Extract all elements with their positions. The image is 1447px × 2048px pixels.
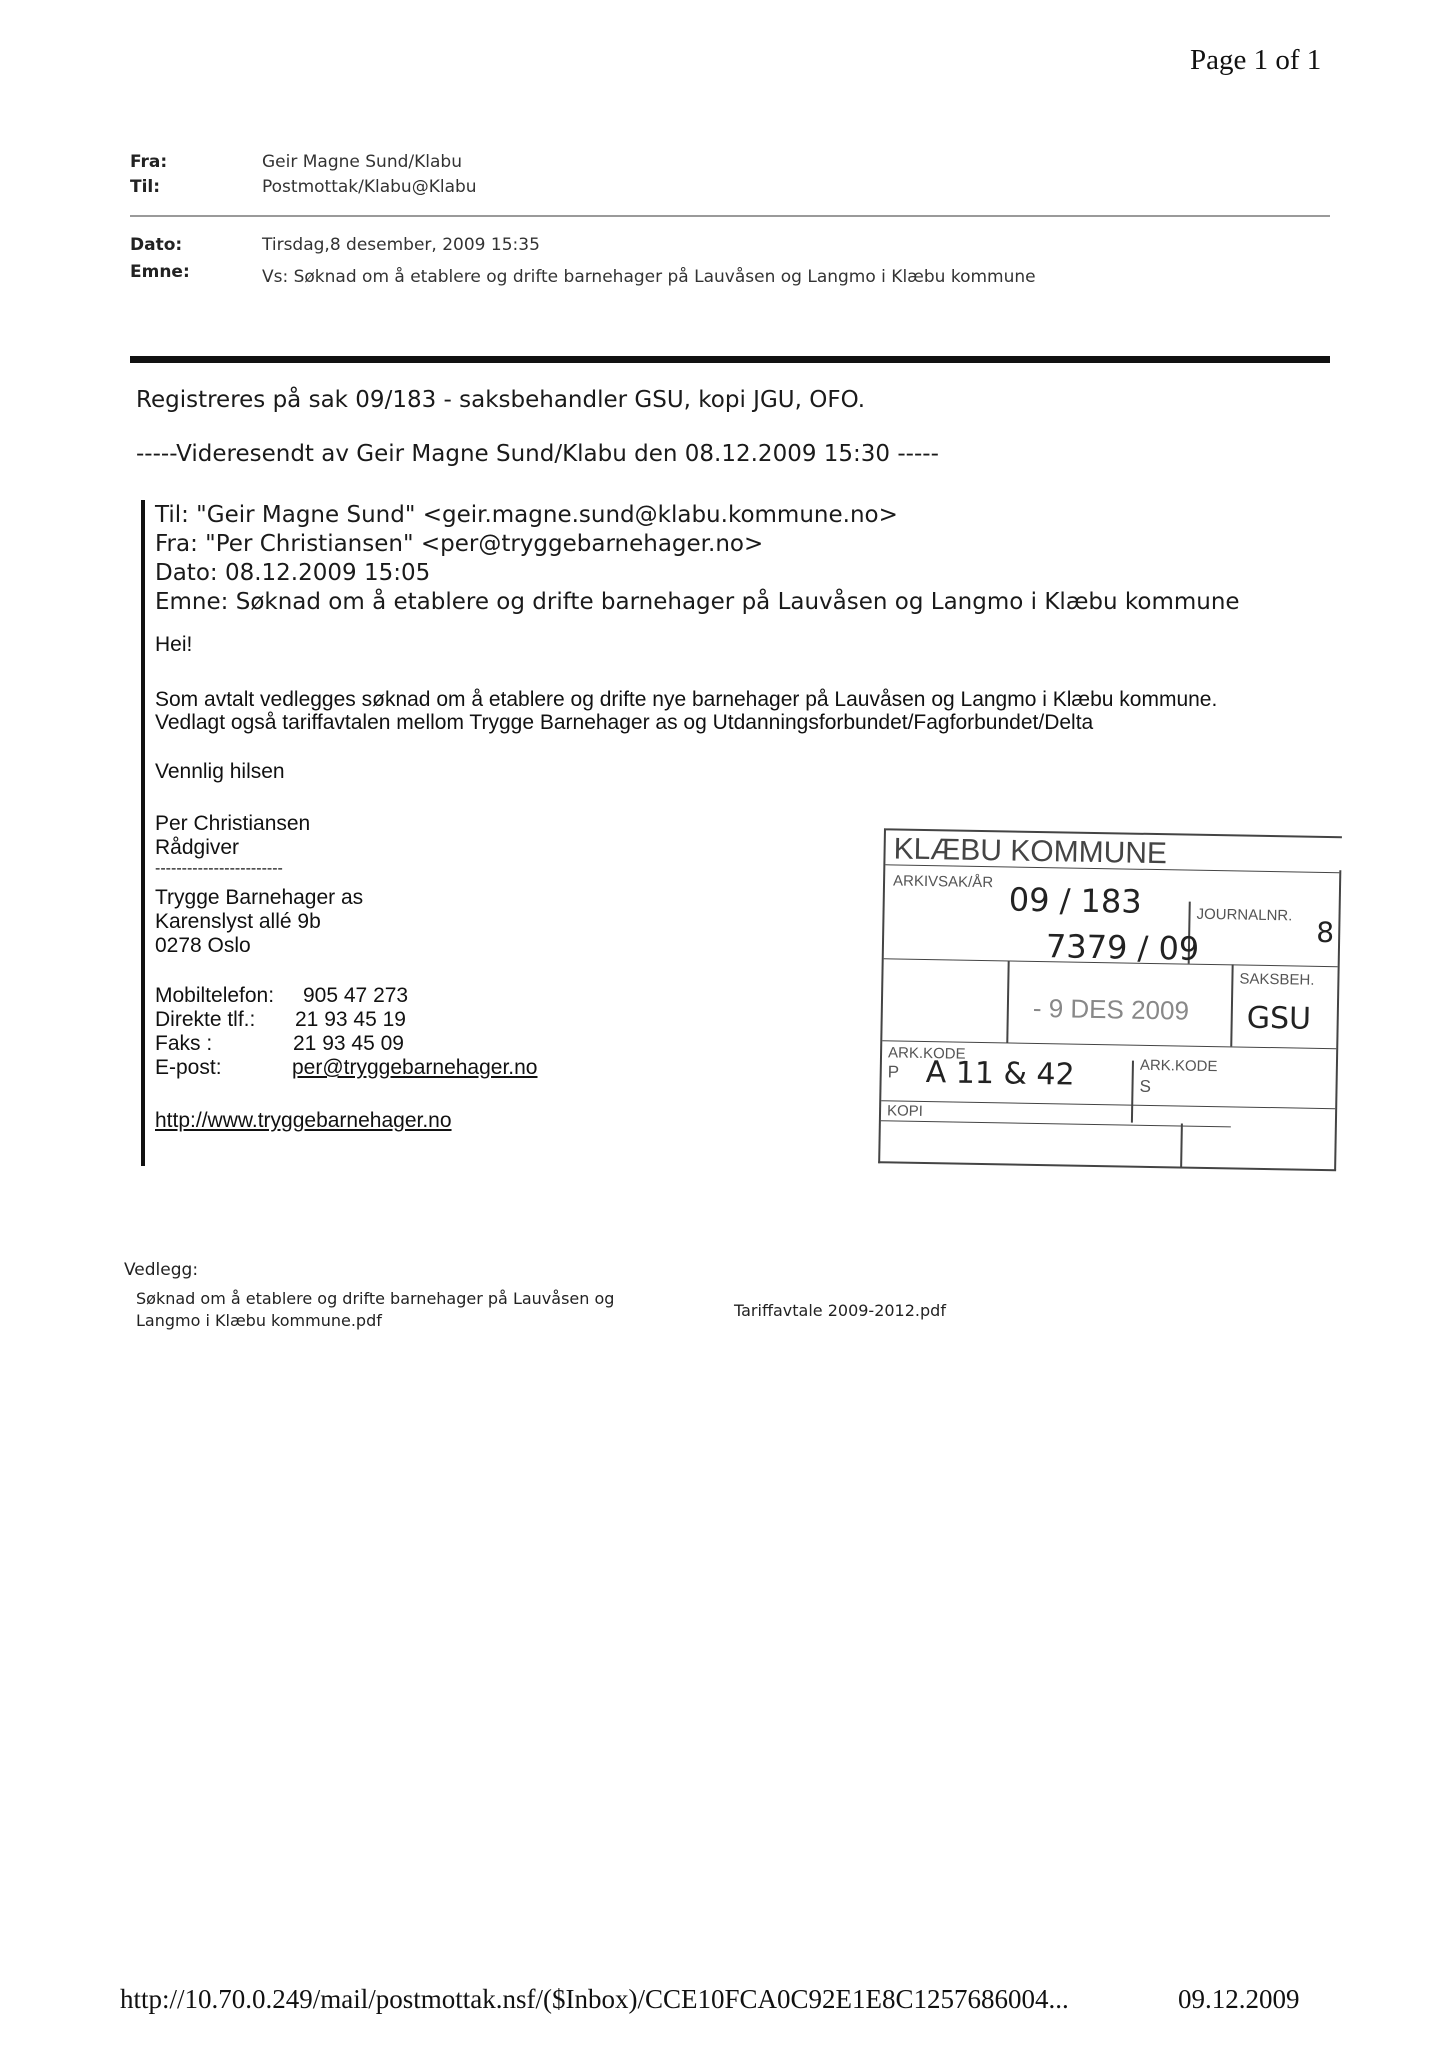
mobile-label: Mobiltelefon:: [155, 984, 275, 1007]
attachment-application[interactable]: Søknad om å etablere og drifte barnehager på Lauvåsen og Langmo i Klæbu kommune.pdf: [136, 1289, 615, 1330]
stamp-title: KLÆBU KOMMUNE: [893, 832, 1168, 871]
archive-stamp: [862, 828, 1360, 1177]
forwarded-line: -----Videresendt av Geir Magne Sund/Klabu den 08.12.2009 15:30 -----: [136, 441, 939, 467]
registration-note: Registreres på sak 09/183 - saksbehandler GSU, kopi JGU, OFO.: [136, 387, 866, 413]
message-til: Til: "Geir Magne Sund" <geir.magne.sund@klabu.kommune.no>: [155, 502, 898, 528]
attachments-label: Vedlegg:: [124, 1260, 199, 1280]
page-number: Page 1 of 1: [1190, 44, 1322, 76]
stamp-arkkode2-s: S: [1139, 1076, 1152, 1096]
message-emne: Emne: Søknad om å etablere og drifte barnehager på Lauvåsen og Langmo i Klæbu kommune: [155, 589, 1240, 615]
company-name: Trygge Barnehager as: [155, 886, 364, 909]
emne-value: Vs: Søknad om å etablere og drifte barnehager på Lauvåsen og Langmo i Klæbu kommune: [262, 267, 1036, 287]
signature-title: Rådgiver: [155, 836, 240, 859]
stamp-journalnr-value: 8: [1315, 915, 1335, 950]
dato-value: Tirsdag,8 desember, 2009 15:35: [262, 235, 540, 255]
company-city: 0278 Oslo: [155, 934, 251, 957]
stamp-date: - 9 DES 2009: [1032, 992, 1190, 1026]
greeting: Hei!: [155, 633, 193, 656]
website-link[interactable]: http://www.tryggebarnehager.no: [155, 1109, 452, 1132]
stamp-journalnr-label: JOURNALNR.: [1196, 905, 1293, 925]
stamp-border-left: [878, 828, 886, 1163]
til-value: Postmottak/Klabu@Klabu: [262, 177, 477, 197]
email-link[interactable]: per@tryggebarnehager.no: [292, 1056, 538, 1079]
stamp-arkkode-p: P: [887, 1062, 900, 1082]
direct-phone-value: 21 93 45 19: [295, 1008, 406, 1031]
footer-url: http://10.70.0.249/mail/postmottak.nsf/($Inbox)/CCE10FCA0C92E1E8C1257686004...: [120, 1984, 1069, 2014]
stamp-border-right: [1334, 870, 1341, 1170]
fax-label: Faks :: [155, 1032, 213, 1055]
message-dato: Dato: 08.12.2009 15:05: [155, 560, 431, 586]
signature-name: Per Christiansen: [155, 812, 311, 835]
emne-label: Emne:: [130, 262, 190, 282]
direct-phone-label: Direkte tlf.:: [155, 1008, 256, 1031]
stamp-arkkode-value: A 11 & 42: [925, 1055, 1075, 1093]
fax-value: 21 93 45 09: [293, 1032, 404, 1055]
signature-separator: ------------------------: [155, 860, 283, 877]
closing: Vennlig hilsen: [155, 760, 285, 783]
fra-value: Geir Magne Sund/Klabu: [262, 152, 462, 172]
paragraph-2: Vedlagt også tariffavtalen mellom Trygge Barnehager as og Utdanningsforbundet/Fagforbundet/Delta: [155, 711, 1094, 734]
fra-label: Fra:: [130, 152, 168, 172]
message-fra: Fra: "Per Christiansen" <per@tryggebarnehager.no>: [155, 531, 764, 557]
stamp-arkkode-label: ARK.KODE: [887, 1044, 966, 1063]
dato-label: Dato:: [130, 235, 183, 255]
email-label: E-post:: [155, 1056, 222, 1079]
stamp-arkivsak-label: ARKIVSAK/ÅR: [892, 872, 994, 892]
stamp-saksbeh-value: GSU: [1246, 1000, 1312, 1037]
quote-bar: [141, 500, 145, 1166]
stamp-arkkode2-label: ARK.KODE: [1139, 1056, 1218, 1076]
company-street: Karenslyst allé 9b: [155, 910, 321, 933]
attachment-tariff[interactable]: Tariffavtale 2009-2012.pdf: [734, 1301, 946, 1320]
stamp-kopi-label: KOPI: [886, 1102, 924, 1121]
paragraph-1: Som avtalt vedlegges søknad om å etablere og drifte nye barnehager på Lauvåsen og Langmo i Klæbu kommune.: [155, 688, 1218, 711]
body-divider: [130, 356, 1330, 363]
stamp-arkivsak-value: 09 / 183: [1008, 880, 1143, 921]
footer-date: 09.12.2009: [1178, 1984, 1300, 2014]
til-label: Til:: [130, 177, 161, 197]
stamp-border-bottom: [878, 1161, 1336, 1171]
stamp-journal-number: 7379 / 09: [1045, 927, 1200, 968]
stamp-saksbeh-label: SAKSBEH.: [1239, 970, 1315, 989]
header-divider: [130, 215, 1330, 217]
mobile-value: 905 47 273: [303, 984, 409, 1007]
